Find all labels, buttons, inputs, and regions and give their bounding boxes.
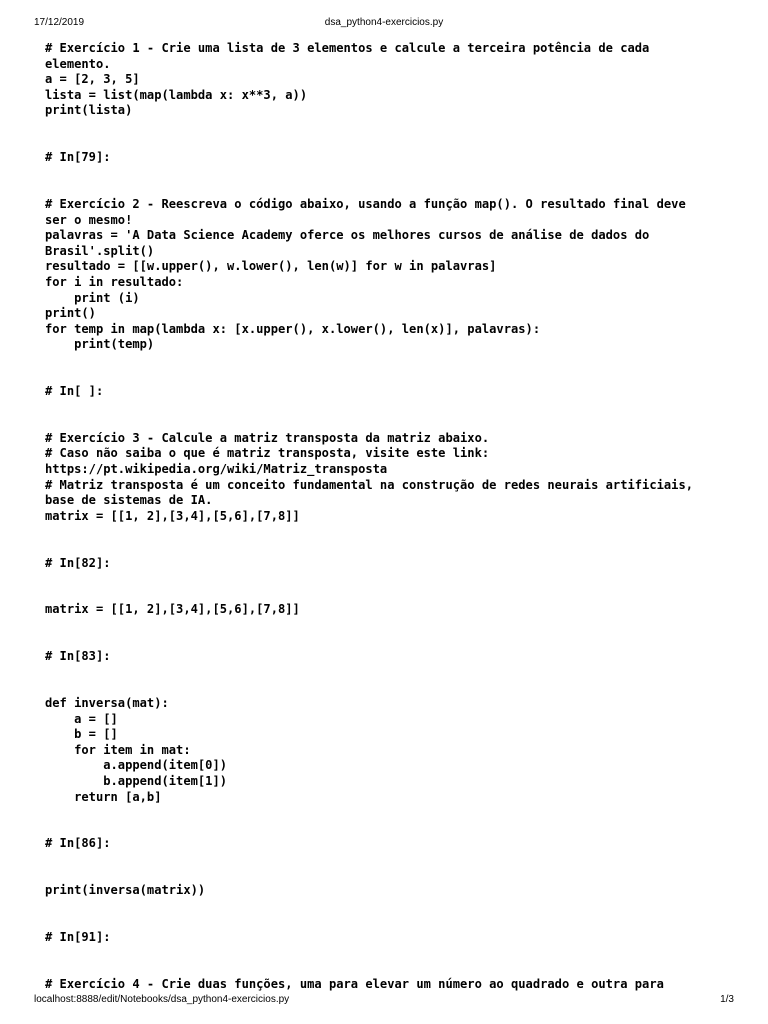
blank-line: [45, 805, 735, 821]
code-line: return [a,b]: [45, 789, 162, 804]
blank-line: [45, 400, 735, 416]
code-line: # In[79]:: [45, 150, 111, 165]
blank-line: [45, 914, 735, 930]
blank-line: [45, 867, 735, 883]
print-date: 17/12/2019: [34, 17, 85, 28]
code-line: print(temp): [45, 337, 155, 352]
blank-line: [45, 571, 735, 587]
code-listing: [45, 41, 735, 992]
code-line: # In[83]:: [45, 649, 111, 664]
blank-line: [45, 368, 735, 384]
code-line: Brasil'.split(): [45, 243, 155, 258]
code-line: a.append(item[0]): [45, 758, 228, 773]
blank-line: [45, 945, 735, 961]
page-number: 1/3: [720, 994, 734, 1005]
blank-line: [45, 540, 735, 556]
code-line: print (i): [45, 290, 140, 305]
code-line: lista = list(map(lambda x: x**3, a)): [45, 87, 308, 102]
code-line: for i in resultado:: [45, 274, 184, 289]
blank-line: [45, 852, 735, 868]
code-line: # In[ ]:: [45, 384, 104, 399]
code-line: # Exercício 2 - Reescreva o código abaixo, usando a função map(). O resultado final deve: [45, 196, 686, 211]
blank-line: [45, 587, 735, 603]
print-footer: [0, 990, 768, 1006]
document-title: dsa_python4-exercicios.py: [324, 17, 444, 28]
code-line: # Caso não saiba o que é matriz transposta, visite este link:: [45, 446, 490, 461]
code-line: print(): [45, 306, 96, 321]
blank-line: [45, 166, 735, 182]
code-line: for temp in map(lambda x: [x.upper(), x.lower(), len(x)], palavras):: [45, 321, 541, 336]
code-line: palavras = 'A Data Science Academy oferce os melhores cursos de análise de dados do: [45, 228, 650, 243]
code-line: elemento.: [45, 56, 111, 71]
code-line: for item in mat:: [45, 742, 191, 757]
code-line: def inversa(mat):: [45, 695, 169, 710]
print-header: [0, 14, 768, 30]
code-line: ser o mesmo!: [45, 212, 133, 227]
code-line: # In[86]:: [45, 836, 111, 851]
blank-line: [45, 353, 735, 369]
code-line: matrix = [[1, 2],[3,4],[5,6],[7,8]]: [45, 508, 300, 523]
page-url: localhost:8888/edit/Notebooks/dsa_python4-exercicios.py: [34, 994, 290, 1005]
code-line: print(inversa(matrix)): [45, 883, 206, 898]
code-line: a = [2, 3, 5]: [45, 72, 140, 87]
code-line: a = []: [45, 711, 118, 726]
blank-line: [45, 135, 735, 151]
blank-line: [45, 680, 735, 696]
blank-line: [45, 821, 735, 837]
code-line: # Exercício 3 - Calcule a matriz transposta da matriz abaixo.: [45, 430, 490, 445]
code-line: # In[91]:: [45, 929, 111, 944]
blank-line: [45, 415, 735, 431]
blank-line: [45, 634, 735, 650]
blank-line: [45, 618, 735, 634]
blank-line: [45, 665, 735, 681]
code-line: # Exercício 4 - Crie duas funções, uma para elevar um número ao quadrado e outra para: [45, 976, 664, 991]
code-line: # In[82]:: [45, 555, 111, 570]
code-line: https://pt.wikipedia.org/wiki/Matriz_transposta: [45, 462, 388, 477]
blank-line: [45, 119, 735, 135]
code-line: print(lista): [45, 103, 133, 118]
code-line: base de sistemas de IA.: [45, 493, 213, 508]
code-line: b = []: [45, 727, 118, 742]
code-line: resultado = [[w.upper(), w.lower(), len(w)] for w in palavras]: [45, 259, 497, 274]
code-line: b.append(item[1]): [45, 773, 228, 788]
blank-line: [45, 524, 735, 540]
blank-line: [45, 961, 735, 977]
blank-line: [45, 181, 735, 197]
code-line: # Exercício 1 - Crie uma lista de 3 elementos e calcule a terceira potência de cada: [45, 41, 650, 55]
code-line: # Matriz transposta é um conceito fundamental na construção de redes neurais artificiais,: [45, 477, 694, 492]
code-line: matrix = [[1, 2],[3,4],[5,6],[7,8]]: [45, 602, 300, 617]
blank-line: [45, 899, 735, 915]
